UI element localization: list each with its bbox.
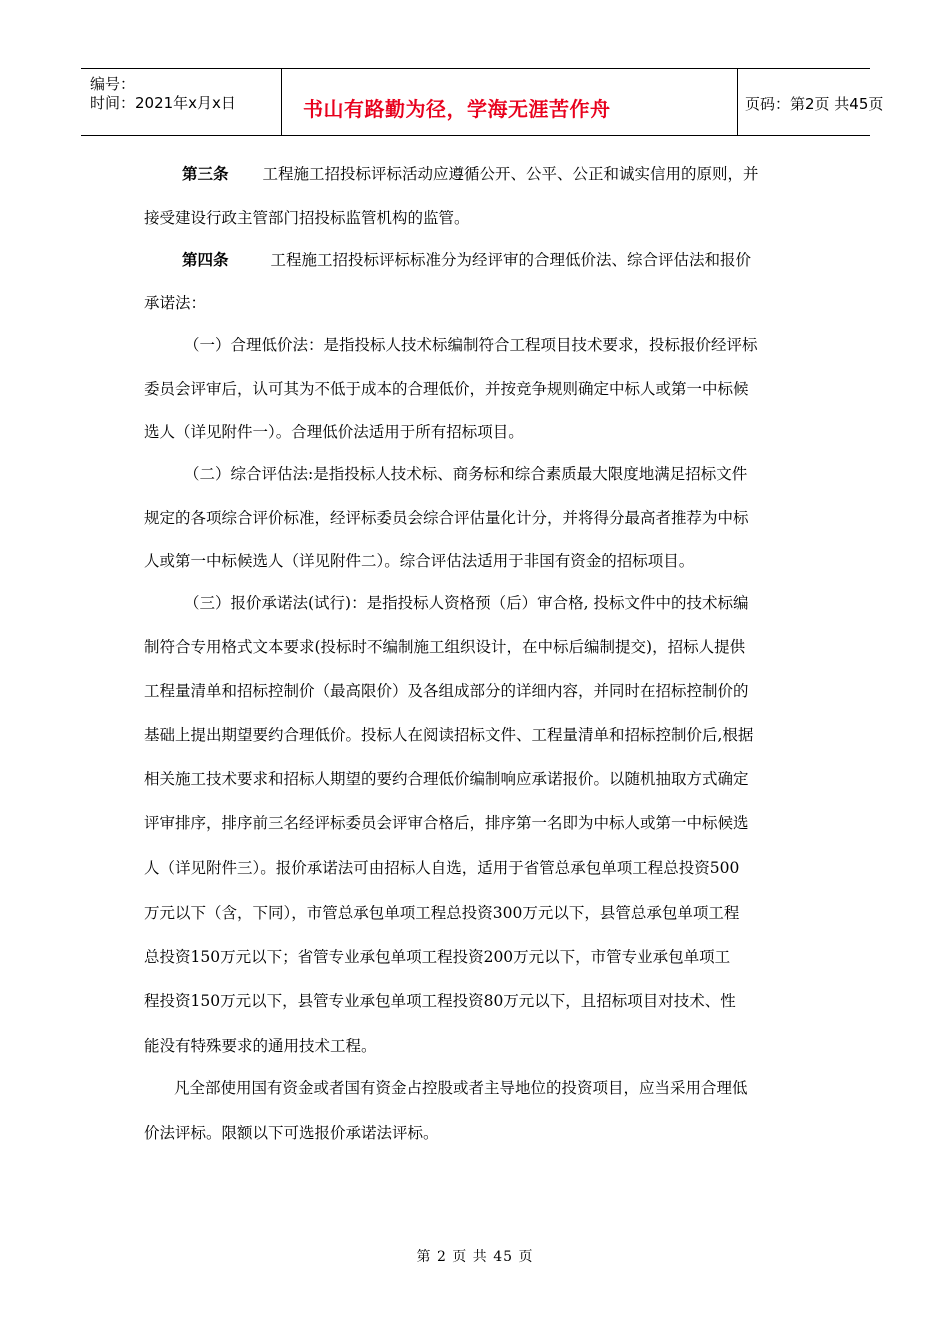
serial-label: 编号： [90,75,136,93]
item1-line: 委员会评审后，认可其为不低于成本的合理低价，并按竞争规则确定中标人或第一中标候 [144,380,749,398]
header-page-cell [738,69,884,135]
item3-line: 制符合专用格式文本要求(投标时不编制施工组织设计，在中标后编制提交)，招标人提供 [144,638,746,656]
article4-text: 工程施工招投标评标标准分为经评审的合理低价法、综合评估法和报价 [270,251,752,269]
item3-line: 人（详见附件三）。报价承诺法可由招标人自选，适用于省管总承包单项工程总投资500 [144,859,740,877]
article3-line2: 接受建设行政主管部门招投标监管机构的监管。 [144,209,470,227]
item3-line: 万元以下（含，下同），市管总承包单项工程总投资300万元以下，县管总承包单项工程 [144,904,740,922]
item3-line: 总投资150万元以下；省管专业承包单项工程投资200万元以下，市管专业承包单项工 [144,948,731,966]
header-meta-cell [81,69,282,135]
item2-line: （二）综合评估法:是指投标人技术标、商务标和综合素质最大限度地满足招标文件 [184,465,748,483]
item3-line: 基础上提出期望要约合理低价。投标人在阅读招标文件、工程量清单和招标控制价后,根据 [144,726,754,744]
article3-line1 [144,162,804,184]
item3-line: 能没有特殊要求的通用技术工程。 [144,1037,377,1055]
closing-line: 价法评标。限额以下可选报价承诺法评标。 [144,1124,439,1142]
item2-line: 规定的各项综合评价标准，经评标委员会综合评估量化计分，并将得分最高者推荐为中标 [144,509,749,527]
item3-line: 程投资150万元以下，县管专业承包单项工程投资80万元以下，且招标项目对技术、性 [144,992,736,1010]
item3-line: （三）报价承诺法(试行)：是指投标人资格预（后）审合格, 投标文件中的技术标编 [184,594,749,612]
time-label: 时间：2021年x月x日 [90,94,236,112]
item2-line: 人或第一中标候选人（详见附件二）。综合评估法适用于非国有资金的招标项目。 [144,552,695,570]
article3-title: 第三条 [182,165,229,183]
document-header [81,68,884,136]
item1-line: （一）合理低价法：是指投标人技术标编制符合工程项目技术要求，投标报价经评标 [184,336,758,354]
closing-line: 凡全部使用国有资金或者国有资金占控股或者主导地位的投资项目，应当采用合理低 [174,1079,748,1097]
item1-line: 选人（详见附件一）。合理低价法适用于所有招标项目。 [144,423,524,441]
item3-line: 工程量清单和招标控制价（最高限价）及各组成部分的详细内容，并同时在招标控制价的 [144,682,749,700]
article4-line2: 承诺法： [144,294,207,312]
header-page-info: 页码：第2页 共45页 [745,95,884,113]
item3-line: 评审排序，排序前三名经评标委员会评审合格后，排序第一名即为中标人或第一中标候选 [144,814,749,832]
item3-line: 相关施工技术要求和招标人期望的要约合理低价编制响应承诺报价。以随机抽取方式确定 [144,770,749,788]
motto-text: 书山有路勤为径，学海无涯苦作舟 [303,97,611,121]
article4-title: 第四条 [182,251,229,269]
header-motto-cell [281,69,738,135]
article3-text: 工程施工招投标评标活动应遵循公开、公平、公正和诚实信用的原则，并 [262,165,759,183]
page-footer: 第 2 页 共 45 页 [416,1249,534,1265]
article4-line1 [144,248,804,270]
